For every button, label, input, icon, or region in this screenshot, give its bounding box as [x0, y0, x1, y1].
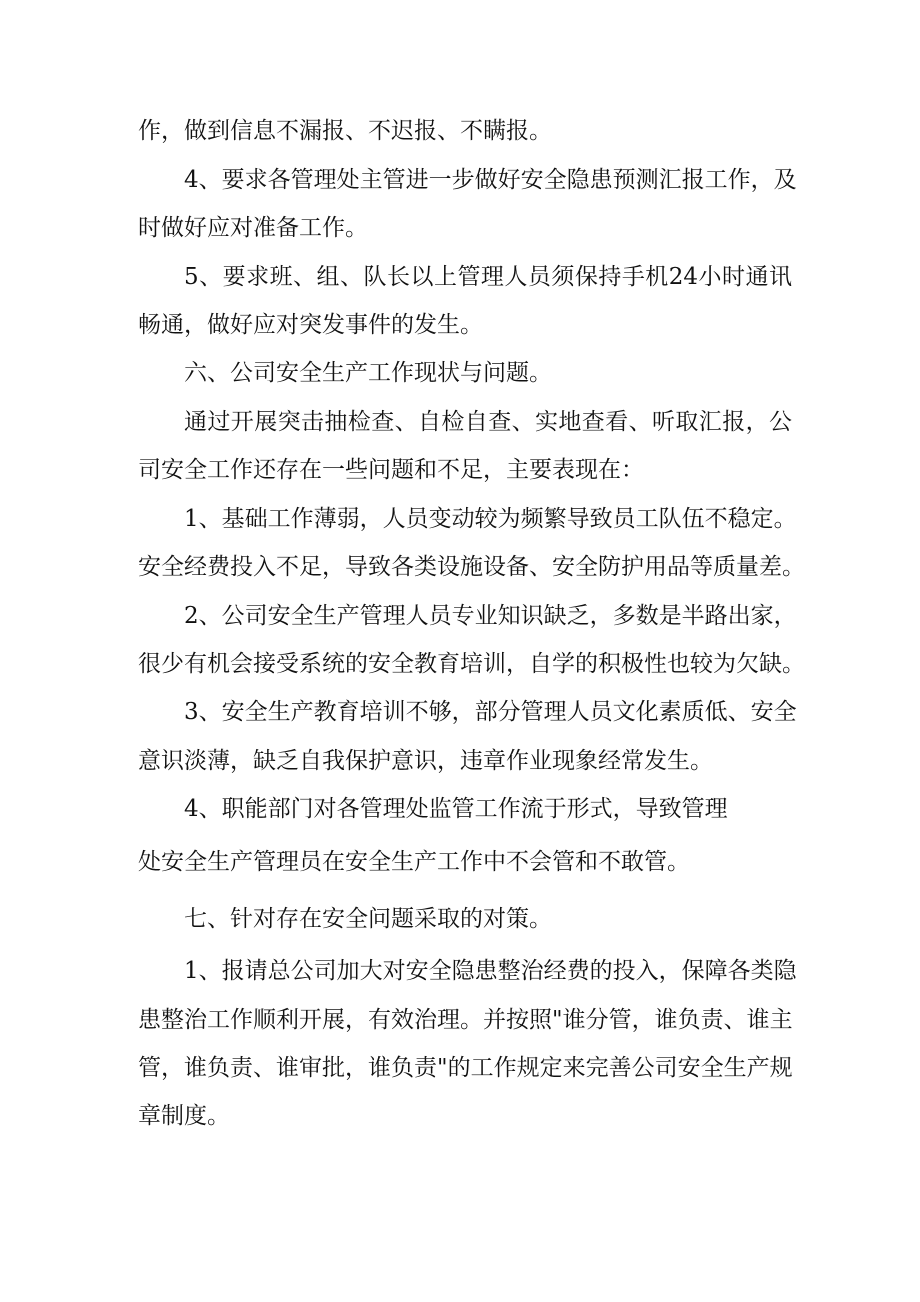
text-line-content: 司安全工作还存在一些问题和不足，主要表现在：	[138, 457, 644, 483]
text-line-content: 时做好应对准备工作。	[138, 215, 368, 241]
text-line	[0, 692, 920, 732]
section-heading	[0, 899, 920, 939]
text-line-content: 4、要求各管理处主管进一步做好安全隐患预测汇报工作，及	[184, 167, 797, 193]
text-line	[0, 257, 920, 297]
text-line	[0, 208, 920, 248]
text-line-content: 处安全生产管理员在安全生产工作中不会管和不敢管。	[138, 849, 690, 875]
text-line-content: 意识淡薄，缺乏自我保护意识，违章作业现象经常发生。	[138, 748, 713, 774]
text-line-content: 很少有机会接受系统的安全教育培训，自学的积极性也较为欠缺。	[138, 651, 805, 677]
text-line	[0, 1048, 920, 1088]
text-line	[0, 596, 920, 636]
text-line-content: 5、要求班、组、队长以上管理人员须保持手机24小时通讯	[184, 264, 792, 290]
text-line-content: 3、安全生产教育培训不够，部分管理人员文化素质低、安全	[184, 699, 797, 725]
text-line	[0, 741, 920, 781]
text-line	[0, 1000, 920, 1040]
text-line-content: 章制度。	[138, 1103, 230, 1129]
text-line	[0, 305, 920, 345]
text-line-content: 患整治工作顺利开展，有效治理。并按照"谁分管，谁负责、谁主	[138, 1007, 793, 1033]
text-line	[0, 499, 920, 539]
text-line-content: 1、基础工作薄弱，人员变动较为频繁导致员工队伍不稳定。	[184, 506, 797, 532]
text-line	[0, 547, 920, 587]
section-heading-text: 七、针对存在安全问题采取的对策。	[184, 906, 552, 932]
section-heading-text: 六、公司安全生产工作现状与问题。	[184, 360, 552, 386]
text-line	[0, 644, 920, 684]
text-line-content: 管，谁负责、谁审批，谁负责"的工作规定来完善公司安全生产规	[138, 1055, 793, 1081]
text-line	[0, 789, 920, 829]
text-line-content: 2、公司安全生产管理人员专业知识缺乏，多数是半路出家，	[184, 603, 797, 629]
text-line	[0, 951, 920, 991]
text-line-content: 作，做到信息不漏报、不迟报、不瞒报。	[138, 118, 552, 144]
text-line-content: 安全经费投入不足，导致各类设施设备、安全防护用品等质量差。	[138, 554, 805, 580]
text-line	[0, 402, 920, 442]
text-line-content: 通过开展突击抽检查、自检自查、实地查看、听取汇报，公	[184, 409, 792, 435]
text-line-content: 4、职能部门对各管理处监管工作流于形式，导致管理	[184, 796, 728, 822]
text-line	[0, 450, 920, 490]
text-line	[0, 842, 920, 882]
text-line-content: 1、报请总公司加大对安全隐患整治经费的投入，保障各类隐	[184, 958, 797, 984]
text-line-content: 畅通，做好应对突发事件的发生。	[138, 312, 483, 338]
text-line	[0, 160, 920, 200]
text-line	[0, 111, 920, 151]
text-line	[0, 1096, 920, 1136]
section-heading	[0, 353, 920, 393]
